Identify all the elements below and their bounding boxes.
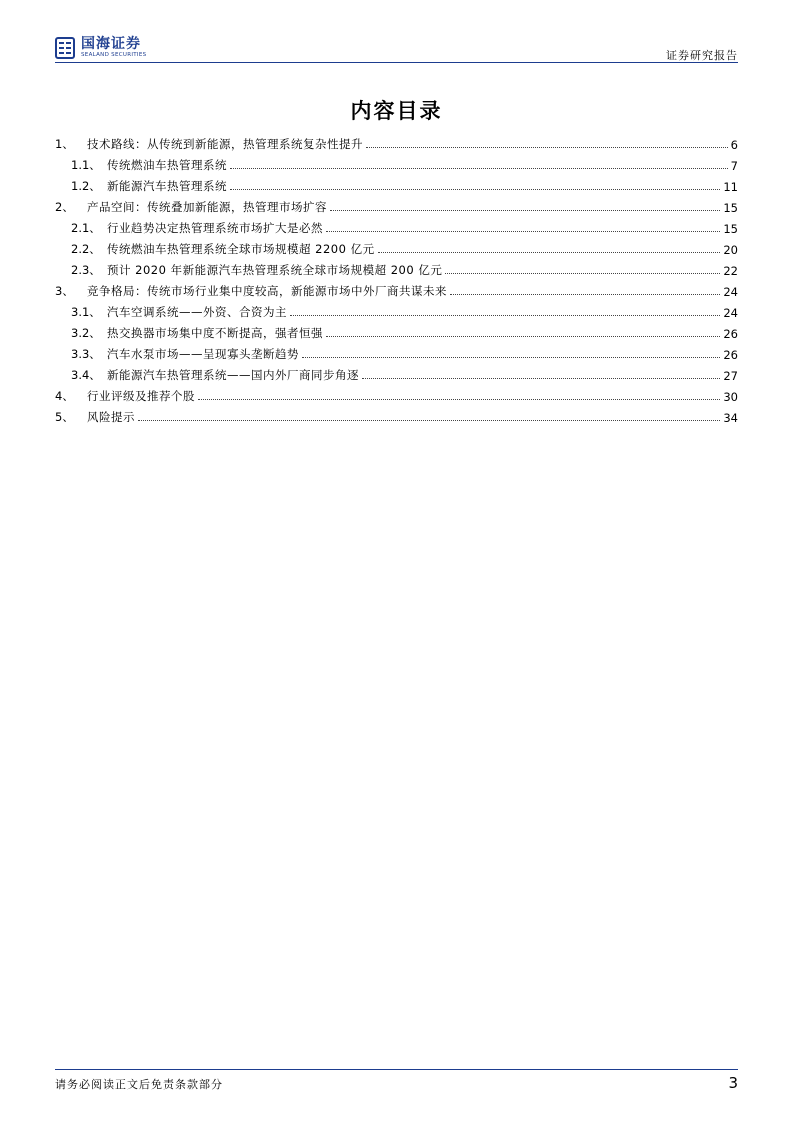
toc-entry[interactable]: [55, 215, 738, 236]
logo-english-name: SEALAND SECURITIES: [81, 52, 147, 58]
toc-entry-page: 7: [730, 159, 738, 173]
toc-dot-leader: [138, 419, 720, 421]
toc-entry[interactable]: [55, 173, 738, 194]
footer-disclaimer: 请务必阅读正文后免责条款部分: [55, 1078, 223, 1091]
toc-dot-leader: [450, 293, 720, 295]
toc-entry-page: 34: [723, 411, 738, 425]
toc-entry-number: 3.1、: [71, 305, 101, 319]
footer-divider: [55, 1069, 738, 1070]
table-of-contents: [55, 131, 738, 425]
toc-entry-page: 11: [723, 180, 738, 194]
toc-entry-number: 3.3、: [71, 347, 101, 361]
toc-entry[interactable]: [55, 236, 738, 257]
toc-entry-number: 1.1、: [71, 158, 101, 172]
toc-entry-title: 技术路线：从传统到新能源，热管理系统复杂性提升: [87, 137, 363, 151]
toc-entry[interactable]: [55, 278, 738, 299]
toc-entry-title: 竞争格局：传统市场行业集中度较高，新能源市场中外厂商共谋未来: [87, 284, 447, 298]
toc-dot-leader: [330, 209, 720, 211]
toc-entry[interactable]: [55, 362, 738, 383]
toc-dot-leader: [366, 146, 728, 148]
toc-entry-page: 15: [723, 222, 738, 236]
toc-entry-title: 汽车水泵市场——呈现寡头垄断趋势: [107, 347, 299, 361]
toc-entry-title: 新能源汽车热管理系统——国内外厂商同步角逐: [107, 368, 359, 382]
toc-entry[interactable]: [55, 299, 738, 320]
toc-entry-title: 传统燃油车热管理系统全球市场规模超 2200 亿元: [107, 242, 375, 256]
report-type-label: 证券研究报告: [666, 49, 738, 62]
toc-entry-title: 热交换器市场集中度不断提高，强者恒强: [107, 326, 323, 340]
toc-entry-title: 行业评级及推荐个股: [87, 389, 195, 403]
toc-entry-page: 24: [723, 285, 738, 299]
toc-entry[interactable]: [55, 404, 738, 425]
toc-dot-leader: [230, 188, 720, 190]
logo-chinese-name: 国海证券: [81, 36, 141, 52]
toc-entry-number: 3.4、: [71, 368, 101, 382]
toc-entry-page: 24: [723, 306, 738, 320]
toc-entry-number: 2.1、: [71, 221, 101, 235]
toc-entry-number: 2.2、: [71, 242, 101, 256]
toc-entry-number: 5、: [55, 410, 74, 424]
toc-entry-title: 汽车空调系统——外资、合资为主: [107, 305, 287, 319]
page-number: 3: [728, 1074, 738, 1092]
toc-entry-title: 新能源汽车热管理系统: [107, 179, 227, 193]
toc-entry-page: 26: [723, 348, 738, 362]
toc-entry-number: 2.3、: [71, 263, 101, 277]
toc-entry[interactable]: [55, 194, 738, 215]
toc-entry-number: 3、: [55, 284, 74, 298]
toc-entry-title: 预计 2020 年新能源汽车热管理系统全球市场规模超 200 亿元: [107, 263, 443, 277]
toc-entry-page: 20: [723, 243, 738, 257]
toc-entry-page: 26: [723, 327, 738, 341]
toc-entry[interactable]: [55, 341, 738, 362]
toc-entry[interactable]: [55, 131, 738, 152]
toc-entry-title: 风险提示: [87, 410, 135, 424]
toc-entry-page: 22: [723, 264, 738, 278]
toc-dot-leader: [326, 335, 720, 337]
toc-entry[interactable]: [55, 383, 738, 404]
toc-dot-leader: [362, 377, 720, 379]
toc-entry[interactable]: [55, 152, 738, 173]
page-header: [55, 34, 738, 62]
toc-dot-leader: [198, 398, 720, 400]
toc-dot-leader: [326, 230, 720, 232]
toc-entry-number: 1.2、: [71, 179, 101, 193]
toc-entry-page: 6: [730, 138, 738, 152]
toc-entry-title: 行业趋势决定热管理系统市场扩大是必然: [107, 221, 323, 235]
toc-entry-number: 4、: [55, 389, 74, 403]
toc-entry-page: 15: [723, 201, 738, 215]
company-logo: [55, 34, 146, 62]
toc-dot-leader: [445, 272, 720, 274]
toc-entry-title: 传统燃油车热管理系统: [107, 158, 227, 172]
toc-entry-number: 3.2、: [71, 326, 101, 340]
sealand-logo-icon: [55, 37, 75, 59]
toc-entry[interactable]: [55, 320, 738, 341]
toc-dot-leader: [302, 356, 720, 358]
toc-dot-leader: [230, 167, 728, 169]
toc-entry-page: 30: [723, 390, 738, 404]
toc-entry-page: 27: [723, 369, 738, 383]
toc-dot-leader: [290, 314, 720, 316]
toc-entry-title: 产品空间：传统叠加新能源，热管理市场扩容: [87, 200, 327, 214]
toc-entry-number: 2、: [55, 200, 74, 214]
toc-entry-number: 1、: [55, 137, 74, 151]
toc-entry[interactable]: [55, 257, 738, 278]
toc-dot-leader: [378, 251, 721, 253]
header-divider: [55, 62, 738, 63]
page-title: 内容目录: [350, 99, 443, 123]
